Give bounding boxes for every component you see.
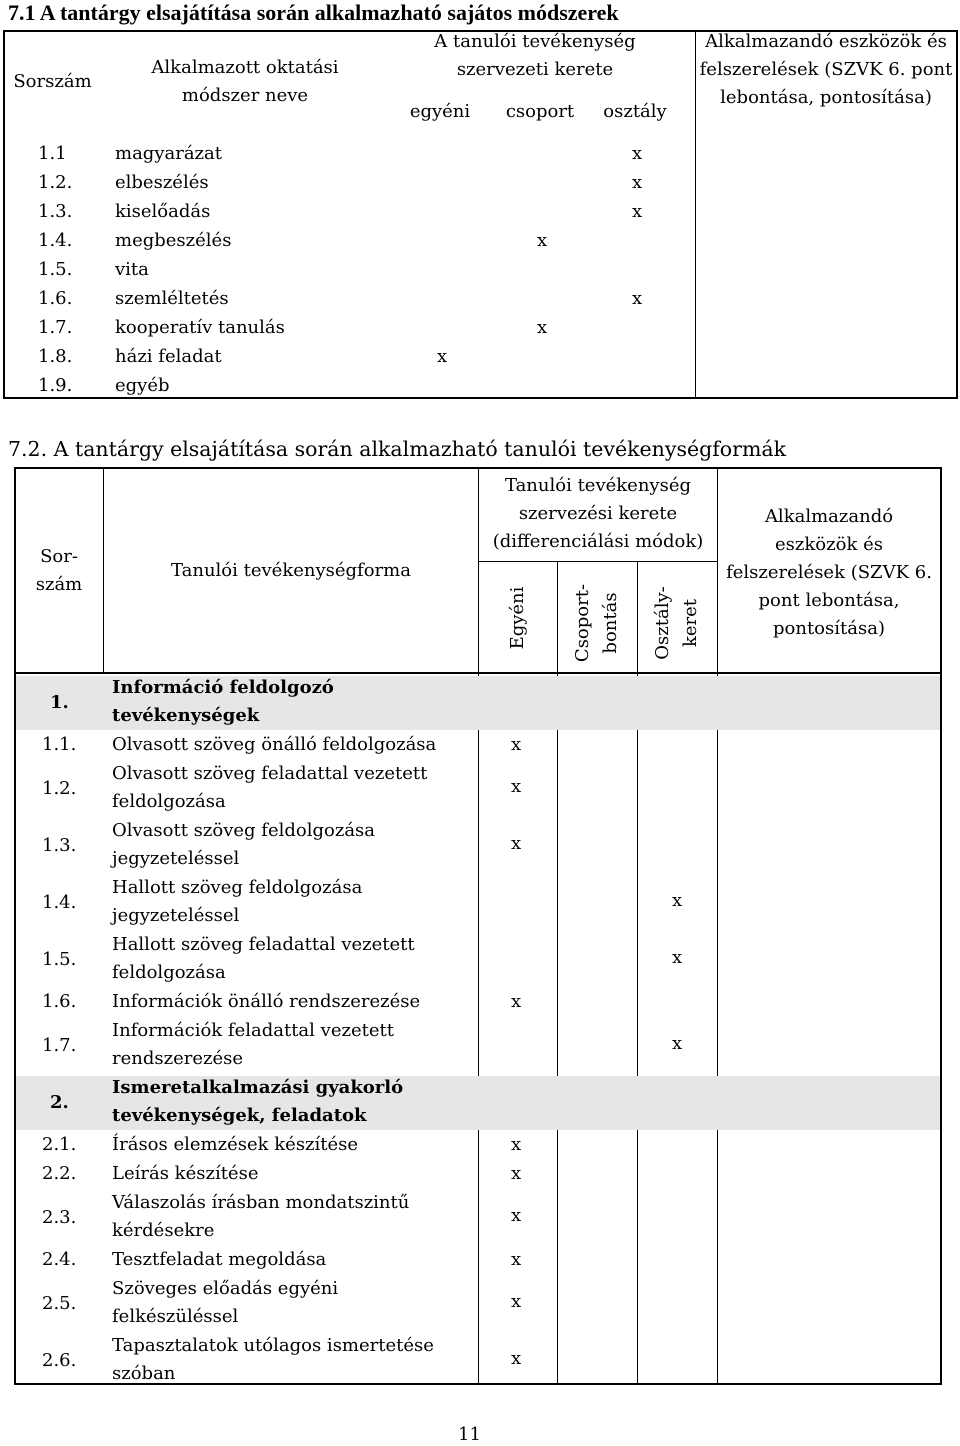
col-csoport-header: csoport	[505, 101, 575, 122]
method-row-mark: x	[537, 317, 548, 338]
activity-row-mark: x	[511, 1291, 522, 1312]
activity-row-number: 2.6.	[42, 1350, 77, 1371]
method-row-mark: x	[632, 288, 643, 309]
method-row-number: 1.4.	[38, 230, 73, 251]
method-row-name: megbeszélés	[115, 230, 232, 251]
activity-row-mark: x	[511, 1163, 522, 1184]
col-sorszam-header: Sorszám	[13, 71, 92, 92]
method-row-mark: x	[632, 172, 643, 193]
activity-row-number: 2.5.	[42, 1293, 77, 1314]
activity-row-mark: x	[672, 947, 683, 968]
col-forma-header: Tanulói tevékenységforma	[171, 560, 411, 581]
activity-row-label-cont: feldolgozása	[112, 791, 226, 812]
activity-row-label-cont: tevékenységek	[112, 705, 260, 726]
col-method-header: Alkalmazott oktatási módszer neve	[151, 57, 339, 106]
activity-row-number: 2.2.	[42, 1163, 77, 1184]
method-row-number: 1.3.	[38, 201, 73, 222]
method-row-name: kooperatív tanulás	[115, 317, 285, 338]
activity-row-mark: x	[511, 833, 522, 854]
activity-row-number: 1.1.	[42, 734, 77, 755]
method-row-number: 1.8.	[38, 346, 73, 367]
activity-row-label: Információk önálló rendszerezése	[112, 991, 421, 1012]
method-row-name: vita	[115, 259, 149, 280]
method-row-name: magyarázat	[115, 143, 223, 164]
page-number: 11	[458, 1424, 481, 1445]
activity-row-label: Olvasott szöveg önálló feldolgozása	[112, 734, 437, 755]
activity-row-label-cont: feldolgozása	[112, 962, 226, 983]
activity-row-mark: x	[511, 1249, 522, 1270]
activity-row-label-cont: szóban	[112, 1363, 176, 1384]
method-row-name: kiselőadás	[115, 201, 211, 222]
activity-row-label-cont: felkészüléssel	[112, 1306, 239, 1327]
method-row-number: 1.9.	[38, 375, 73, 396]
activity-row-label: Tapasztalatok utólagos ismertetése	[112, 1335, 434, 1356]
col-csoport-header-2: Csoport- bontás	[572, 583, 621, 663]
col-tools-header: Alkalmazandó eszközök és felszerelések (SZVK 6. pont lebontása, pontosítása)	[699, 31, 953, 108]
activity-row-label: Írásos elemzések készítése	[112, 1134, 359, 1155]
activity-row-label-cont: rendszerezése	[112, 1048, 244, 1069]
method-row-name: elbeszélés	[115, 172, 209, 193]
method-row-number: 1.5.	[38, 259, 73, 280]
activity-row-label: Válaszolás írásban mondatszintű	[112, 1192, 410, 1213]
activity-row-label-cont: jegyzeteléssel	[112, 905, 240, 926]
activity-row-label: Olvasott szöveg feldolgozása	[112, 820, 376, 841]
activity-row-label: Tesztfeladat megoldása	[112, 1249, 327, 1270]
method-row-mark: x	[437, 346, 448, 367]
col-sorszam-header-2: Sor- szám	[35, 546, 83, 595]
activity-row-label-cont: kérdésekre	[112, 1220, 215, 1241]
activity-row-mark: x	[672, 1033, 683, 1054]
activity-row-label: Ismeretalkalmazási gyakorló	[112, 1077, 404, 1098]
activity-row-number: 2.	[50, 1092, 69, 1113]
method-row-mark: x	[537, 230, 548, 251]
activity-row-label-cont: jegyzeteléssel	[112, 848, 240, 869]
col-tools-header-2: Alkalmazandó eszközök és felszerelések (SZVK 6. pont lebontása, pontosítása)	[726, 506, 932, 639]
activity-row-number: 1.	[50, 692, 69, 713]
activity-row-mark: x	[672, 890, 683, 911]
activity-row-number: 1.6.	[42, 991, 77, 1012]
activity-row-number: 1.2.	[42, 778, 77, 799]
activity-row-number: 1.7.	[42, 1035, 77, 1056]
activity-row-label: Szöveges előadás egyéni	[112, 1278, 339, 1299]
method-row-mark: x	[632, 201, 643, 222]
col-egyeni-header: egyéni	[409, 101, 471, 122]
col-osztaly-header: osztály	[603, 101, 667, 122]
method-row-name: házi feladat	[115, 346, 222, 367]
col-org-header: A tanulói tevékenység szervezeti kerete	[434, 31, 636, 80]
activity-row-label: Leírás készítése	[112, 1163, 259, 1184]
col-osztaly-header-2: Osztály- keret	[652, 586, 701, 660]
activity-row-number: 2.3.	[42, 1207, 77, 1228]
activity-row-label-cont: tevékenységek, feladatok	[112, 1105, 367, 1126]
method-row-number: 1.1	[38, 143, 67, 164]
activity-row-label: Hallott szöveg feldolgozása	[112, 877, 363, 898]
activity-row-number: 2.4.	[42, 1249, 77, 1270]
activity-row-number: 1.4.	[42, 892, 77, 913]
activity-row-number: 1.5.	[42, 949, 77, 970]
col-egyeni-header-2: Egyéni	[507, 586, 528, 650]
activity-row-label: Olvasott szöveg feladattal vezetett	[112, 763, 428, 784]
activity-row-mark: x	[511, 1205, 522, 1226]
section-7-2-heading: 7.2. A tantárgy elsajátítása során alkalmazható tanulói tevékenységformák	[8, 437, 787, 461]
method-row-name: egyéb	[115, 375, 170, 396]
activity-row-mark: x	[511, 776, 522, 797]
method-row-number: 1.2.	[38, 172, 73, 193]
activity-row-label: Információ feldolgozó	[112, 677, 334, 698]
activity-row-mark: x	[511, 734, 522, 755]
col-org-header-2: Tanulói tevékenység szervezési kerete (differenciálási módok)	[492, 475, 704, 552]
activity-row-mark: x	[511, 1348, 522, 1369]
activity-row-label: Hallott szöveg feladattal vezetett	[112, 934, 415, 955]
activity-row-mark: x	[511, 991, 522, 1012]
method-row-number: 1.6.	[38, 288, 73, 309]
method-row-mark: x	[632, 143, 643, 164]
section-7-1-heading: 7.1 A tantárgy elsajátítása során alkalmazható sajátos módszerek	[8, 0, 619, 25]
activity-row-number: 2.1.	[42, 1134, 77, 1155]
activity-row-mark: x	[511, 1134, 522, 1155]
activity-row-label: Információk feladattal vezetett	[112, 1020, 394, 1041]
activity-row-number: 1.3.	[42, 835, 77, 856]
method-row-number: 1.7.	[38, 317, 73, 338]
method-row-name: szemléltetés	[115, 288, 229, 309]
